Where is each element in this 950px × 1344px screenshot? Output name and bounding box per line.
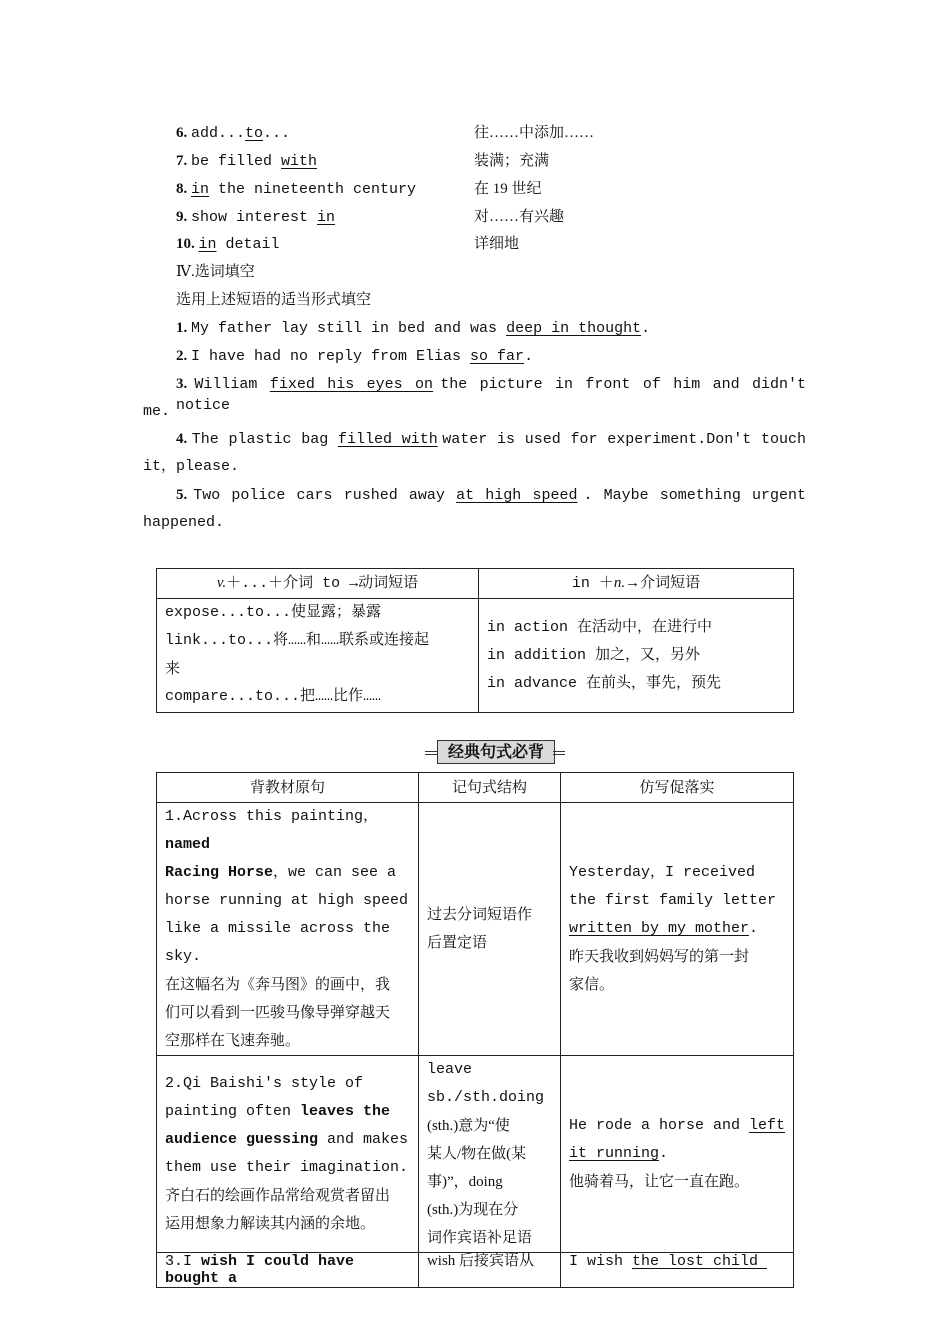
answer-blank: the lost child bbox=[631, 1253, 767, 1270]
answer-blank: at high speed bbox=[456, 487, 578, 504]
answer-blank: in bbox=[317, 209, 336, 226]
summary-header-left: v.＋...＋介词 to →动词短语 bbox=[157, 569, 479, 599]
summary-prep-phrases: in action 在活动中，在进行中 in addition 加之，又，另外 in advance 在前头，事先，预先 bbox=[479, 599, 794, 713]
phrase-9: 9. show interest in bbox=[176, 209, 336, 226]
col-header-practice: 仿写促落实 bbox=[560, 773, 793, 803]
exercise-5-cont: happened. bbox=[143, 514, 225, 531]
exercise-4: 4. The plastic bag filled with water is used for experiment.Don't touch bbox=[176, 431, 807, 448]
row2-practice: He rode a horse and left it running. 他骑着马，让它一直在跑。 bbox=[560, 1056, 793, 1253]
summary-header-right: in ＋n.→介词短语 bbox=[479, 569, 794, 599]
row2-structure: leave sb./sth.doing (sth.)意为“使 某人/物在做(某 事)”，doing (sth.)为现在分 词作宾语补足语 bbox=[418, 1056, 560, 1253]
answer-blank: it running bbox=[568, 1145, 659, 1162]
answer-blank: with bbox=[281, 153, 318, 170]
row2-original: 2.Qi Baishi's style of painting often leaves the audience guessing and makes them use their imagination. 齐白石的绘画作品常给观赏者留出 运用想象力解读其内涵的余地。 bbox=[157, 1056, 419, 1253]
section-instruction: 选用上述短语的适当形式填空 bbox=[176, 292, 372, 308]
answer-blank: fixed his eyes on bbox=[269, 376, 434, 393]
answer-blank: in bbox=[198, 236, 217, 253]
phrase-8: 8. in the nineteenth century bbox=[176, 181, 417, 198]
exercise-1: 1. My father lay still in bed and was deep in thought. bbox=[176, 320, 651, 337]
answer-blank: filled with bbox=[338, 431, 438, 448]
phrase-7-meaning: 装满；充满 bbox=[474, 153, 550, 169]
phrase-10-meaning: 详细地 bbox=[474, 236, 520, 252]
col-header-original: 背教材原句 bbox=[157, 773, 419, 803]
phrase-6: 6. add...to... bbox=[176, 125, 291, 142]
phrase-9-meaning: 对……有兴趣 bbox=[474, 209, 565, 225]
answer-blank: to bbox=[245, 125, 264, 142]
phrase-10: 10. in detail bbox=[176, 236, 280, 253]
answer-blank: in bbox=[191, 181, 210, 198]
exercise-4-cont: it，please. bbox=[143, 458, 240, 475]
banner-rule-left bbox=[425, 751, 437, 755]
section-banner bbox=[425, 740, 565, 764]
banner-rule-right bbox=[553, 751, 565, 755]
exercise-3-cont: me. bbox=[143, 403, 171, 420]
phrase-8-meaning: 在 19 世纪 bbox=[474, 181, 542, 197]
row3-practice: I wish the lost child bbox=[560, 1253, 793, 1288]
exercise-5: 5. Two police cars rushed away at high speed . Maybe something urgent bbox=[176, 487, 807, 504]
row1-practice: Yesterday，I received the first family letter written by my mother. 昨天我收到妈妈写的第一封 家信。 bbox=[560, 803, 793, 1056]
row1-original: 1.Across this painting，named Racing Horse，we can see a horse running at high speed like a missile across the sky. 在这幅名为《奔马图》的画中，我 们可以看到一匹骏马像导弹穿越天 空那样在飞速奔驰。 bbox=[157, 803, 419, 1056]
sentence-table bbox=[156, 772, 794, 1288]
phrase-6-meaning: 往……中添加…… bbox=[474, 125, 595, 141]
row1-structure: 过去分词短语作 后置定语 bbox=[418, 803, 560, 1056]
summary-verb-phrases: expose...to...使显露；暴露 link...to...将……和……联系或连接起 来 compare...to...把……比作…… bbox=[157, 599, 479, 713]
answer-blank: so far bbox=[470, 348, 525, 365]
exercise-3: 3. William fixed his eyes on the picture in front of him and didn't notice bbox=[176, 376, 807, 414]
exercise-2: 2. I have had no reply from Elias so far. bbox=[176, 348, 534, 365]
phrase-summary-table bbox=[156, 568, 794, 713]
answer-blank: deep in thought bbox=[506, 320, 642, 337]
phrase-7: 7. be filled with bbox=[176, 153, 318, 170]
col-header-structure: 记句式结构 bbox=[418, 773, 560, 803]
row3-structure: wish 后接宾语从 bbox=[418, 1253, 560, 1288]
section-title: Ⅳ.选词填空 bbox=[176, 264, 255, 280]
answer-blank: written by my mother bbox=[568, 920, 749, 937]
banner-title: 经典句式必背 bbox=[437, 740, 555, 764]
answer-blank: left bbox=[748, 1117, 785, 1134]
row3-original: 3.I wish I could have bought a bbox=[157, 1253, 419, 1288]
